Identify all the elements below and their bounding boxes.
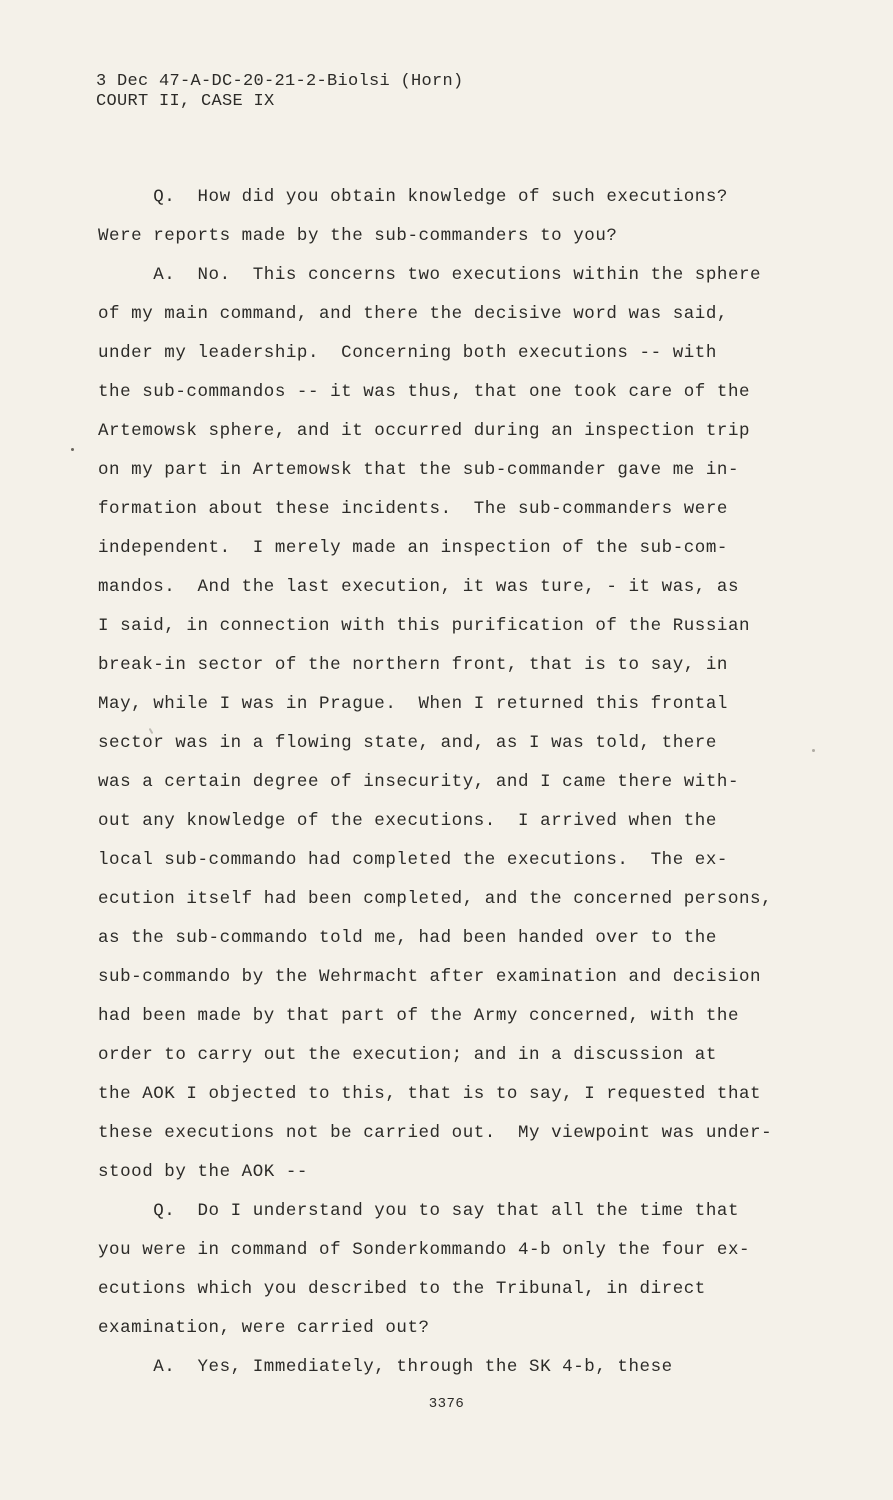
text-line: local sub-commando had completed the executions. The ex- <box>98 850 728 870</box>
text-line: as the sub-commando told me, had been handed over to the <box>98 928 717 948</box>
text-line: Were reports made by the sub-commanders to you? <box>98 226 618 246</box>
text-line: under my leadership. Concerning both executions -- with <box>98 343 717 363</box>
text-line: examination, were carried out? <box>98 1318 430 1338</box>
header-line-2: COURT II, CASE IX <box>96 92 275 111</box>
text-line: you were in command of Sonderkommando 4-b only the four ex- <box>98 1240 751 1260</box>
text-line: out any knowledge of the executions. I arrived when the <box>98 811 717 831</box>
text-line: these executions not be carried out. My viewpoint was under- <box>98 1123 773 1143</box>
text-line: had been made by that part of the Army concerned, with the <box>98 1006 739 1026</box>
text-line: mandos. And the last execution, it was ture, - it was, as <box>98 577 739 597</box>
text-line: the AOK I objected to this, that is to say, I requested that <box>98 1084 762 1104</box>
text-line: on my part in Artemowsk that the sub-commander gave me in- <box>98 460 739 480</box>
text-line: Q. Do I understand you to say that all the time that <box>98 1201 739 1221</box>
text-line: the sub-commandos -- it was thus, that one took care of the <box>98 382 751 402</box>
text-line: ecution itself had been completed, and the concerned persons, <box>98 889 773 909</box>
text-line: Q. How did you obtain knowledge of such executions? <box>98 187 728 207</box>
text-line: ecutions which you described to the Tribunal, in direct <box>98 1279 706 1299</box>
text-line: sector was in a flowing state, and, as I was told, there <box>98 733 717 753</box>
paper-speck <box>71 448 74 451</box>
text-line: Artemowsk sphere, and it occurred during an inspection trip <box>98 421 751 441</box>
header-line-1: 3 Dec 47-A-DC-20-21-2-Biolsi (Horn) <box>96 72 464 91</box>
page-number: 3376 <box>428 1396 465 1412</box>
paper-speck <box>812 749 815 752</box>
document-header <box>96 72 464 112</box>
text-line: A. Yes, Immediately, through the SK 4-b, these <box>98 1357 673 1377</box>
text-line: of my main command, and there the decisive word was said, <box>98 304 728 324</box>
text-line: A. No. This concerns two executions within the sphere <box>98 265 762 285</box>
text-line: stood by the AOK -- <box>98 1162 308 1182</box>
text-line: break-in sector of the northern front, that is to say, in <box>98 655 728 675</box>
text-line: was a certain degree of insecurity, and I came there with- <box>98 772 739 792</box>
text-line: sub-commando by the Wehrmacht after examination and decision <box>98 967 762 987</box>
text-line: order to carry out the execution; and in a discussion at <box>98 1045 717 1065</box>
text-line: I said, in connection with this purification of the Russian <box>98 616 751 636</box>
text-line: May, while I was in Prague. When I returned this frontal <box>98 694 728 714</box>
text-line: independent. I merely made an inspection of the sub-com- <box>98 538 728 558</box>
text-line: formation about these incidents. The sub-commanders were <box>98 499 728 519</box>
